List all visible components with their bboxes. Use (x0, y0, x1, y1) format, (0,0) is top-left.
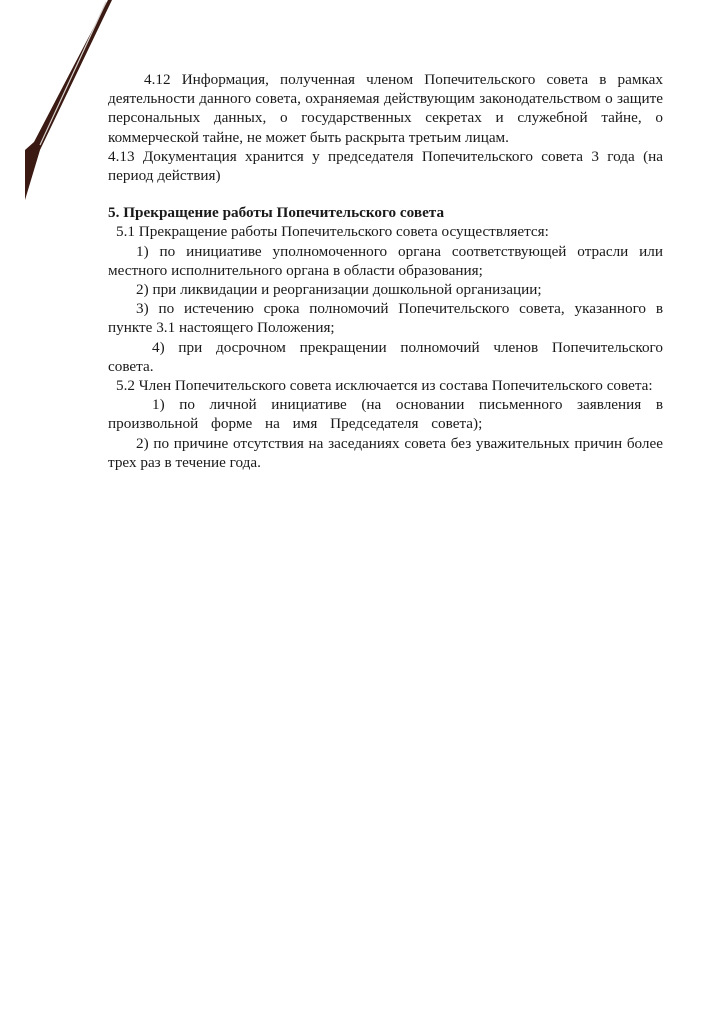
list-item-5-1-3: 3) по истечению срока полномочий Попечительского совета, указанного в пункте 3.1 настоящего Положения; (108, 300, 663, 337)
list-item-5-1-4: 4) при досрочном прекращении полномочий членов Попечительского совета. (108, 338, 663, 375)
list-item-5-2-1: 1) по личной инициативе (на основании письменного заявления в произвольной форме на имя Председателя совета); (108, 396, 663, 433)
list-item-5-2-2: 2) по причине отсутствия на заседаниях совета без уважительных причин более трех раз в течение года. (108, 434, 663, 471)
paragraph-4-13: 4.13 Документация хранится у председателя Попечительского совета 3 года (на период действия) (108, 147, 663, 185)
list-item-5-1-2: 2) при ликвидации и реорганизации дошкольной организации; (136, 281, 542, 299)
paragraph-5-1: 5.1 Прекращение работы Попечительского совета осуществляется: (116, 223, 549, 241)
section-5-heading: 5. Прекращение работы Попечительского совета (108, 204, 445, 222)
scan-artifact-stroke (0, 0, 120, 220)
paragraph-4-12: 4.12 Информация, полученная членом Попечительского совета в рамках деятельности данного совета, охраняемая действующим законодательством о защите персональных данных, о государственных секретах и служебной тайне, о коммерческой тайне, не может быть раскрыта третьим лицам. (108, 71, 663, 146)
document-page (108, 70, 663, 472)
list-item-5-1-1: 1) по инициативе уполномоченного органа соответствующей отрасли или местного исполнительного органа в области образования; (108, 242, 663, 279)
paragraph-5-2: 5.2 Член Попечительского совета исключается из состава Попечительского совета: (116, 377, 653, 395)
